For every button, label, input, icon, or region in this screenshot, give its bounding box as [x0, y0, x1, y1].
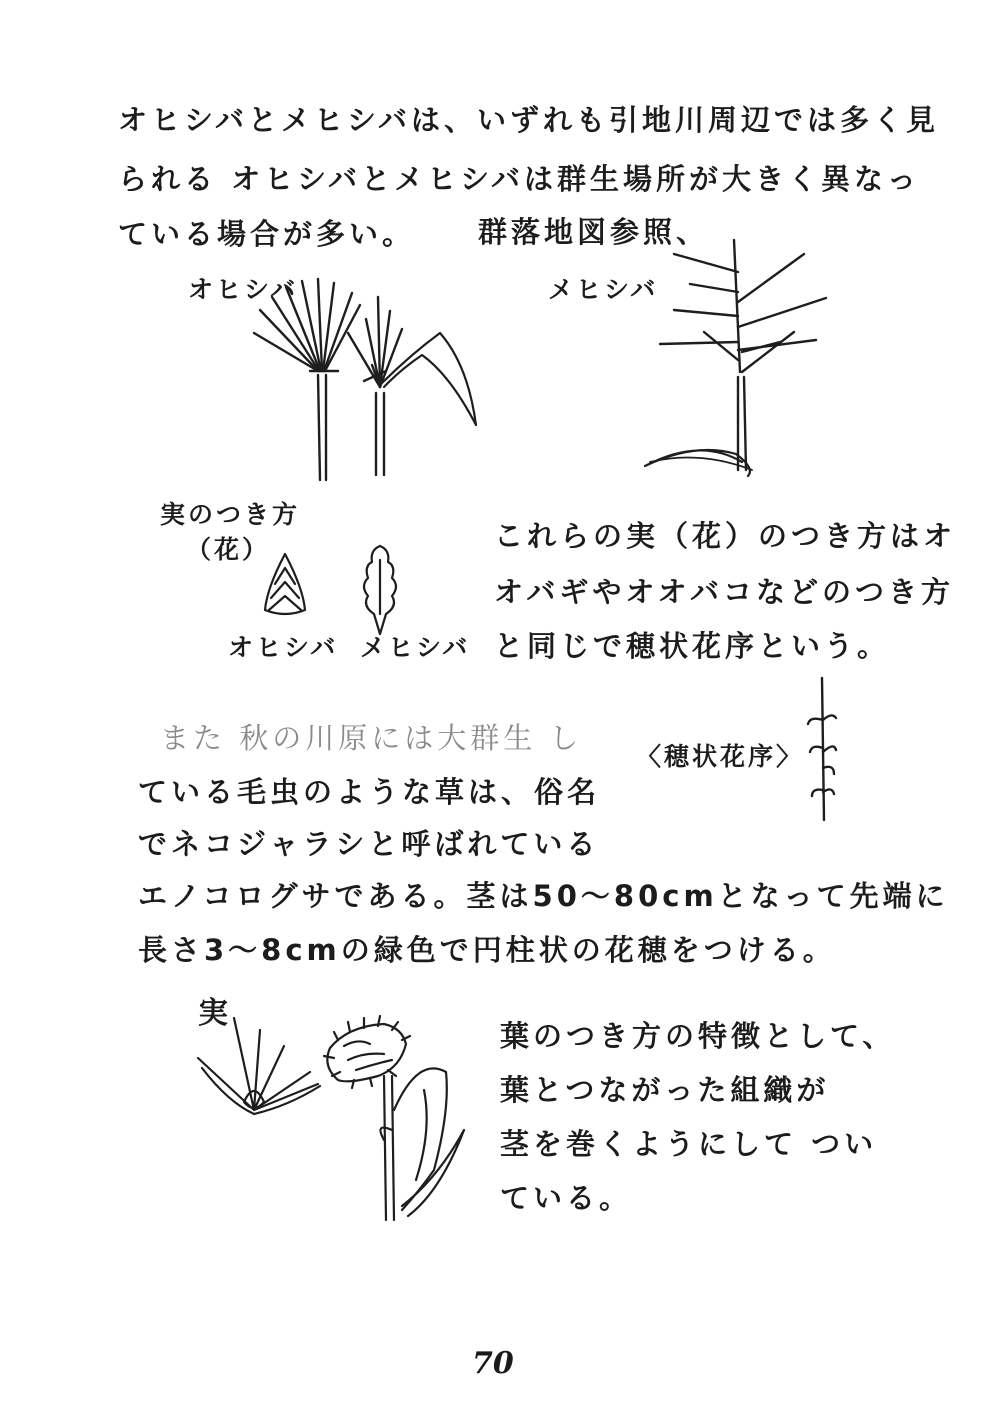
fruit-text-line-1: これらの実（花）のつき方はオ	[494, 519, 957, 553]
mehishiba-spikelet-drawing	[350, 540, 410, 640]
page-number: 70	[472, 1346, 514, 1381]
autumn-line-4: エノコログサである。茎は50〜80cmとなって先端に	[138, 879, 949, 913]
map-reference: 群落地図参照、	[478, 215, 710, 249]
fruit-text-line-2: オバギやオオバコなどのつき方	[494, 575, 954, 609]
autumn-line-3: でネコジャラシと呼ばれている	[138, 827, 600, 861]
autumn-line-1: また 秋の川原には大群生 し	[160, 721, 583, 755]
autumn-line-2: ている毛虫のような草は、俗名	[138, 775, 601, 809]
foxtail-illustration	[188, 1010, 468, 1230]
fruit-heading: 実のつき方	[160, 500, 301, 529]
intro-line-1: オヒシバとメヒシバは、いずれも引地川周辺では多く見	[118, 103, 939, 137]
intro-line-3: ている場合が多い。	[118, 217, 416, 251]
fruit-subheading: （花）	[186, 535, 271, 564]
leaf-text-line-1: 葉のつき方の特徴として、	[500, 1019, 896, 1053]
leaf-text-line-3: 茎を巻くようにして つい	[500, 1127, 878, 1161]
mehishiba-illustration	[630, 232, 870, 492]
intro-line-2: られる オヒシバとメヒシバは群生場所が大きく異なっ	[118, 162, 921, 196]
ohishiba-spikelet-drawing	[255, 548, 315, 628]
fruit-text-line-3: と同じで穂状花序という。	[494, 629, 891, 663]
fruit-mehishiba-label: メヒシバ	[360, 633, 471, 662]
ohishiba-label: オヒシバ	[188, 275, 299, 304]
inflorescence-diagram	[800, 672, 850, 822]
leaf-text-line-4: ている。	[500, 1181, 633, 1215]
mehishiba-label: メヒシバ	[548, 275, 659, 304]
inflorescence-label: 〈穂状花序〉	[636, 742, 805, 771]
autumn-line-5: 長さ3〜8cmの緑色で円柱状の花穂をつける。	[138, 933, 836, 967]
fruit-ohishiba-label: オヒシバ	[228, 633, 339, 662]
leaf-text-line-2: 葉とつながった組織が	[500, 1073, 830, 1107]
ohishiba-illustration	[240, 275, 500, 495]
fruit-label-2: 実	[198, 996, 231, 1031]
